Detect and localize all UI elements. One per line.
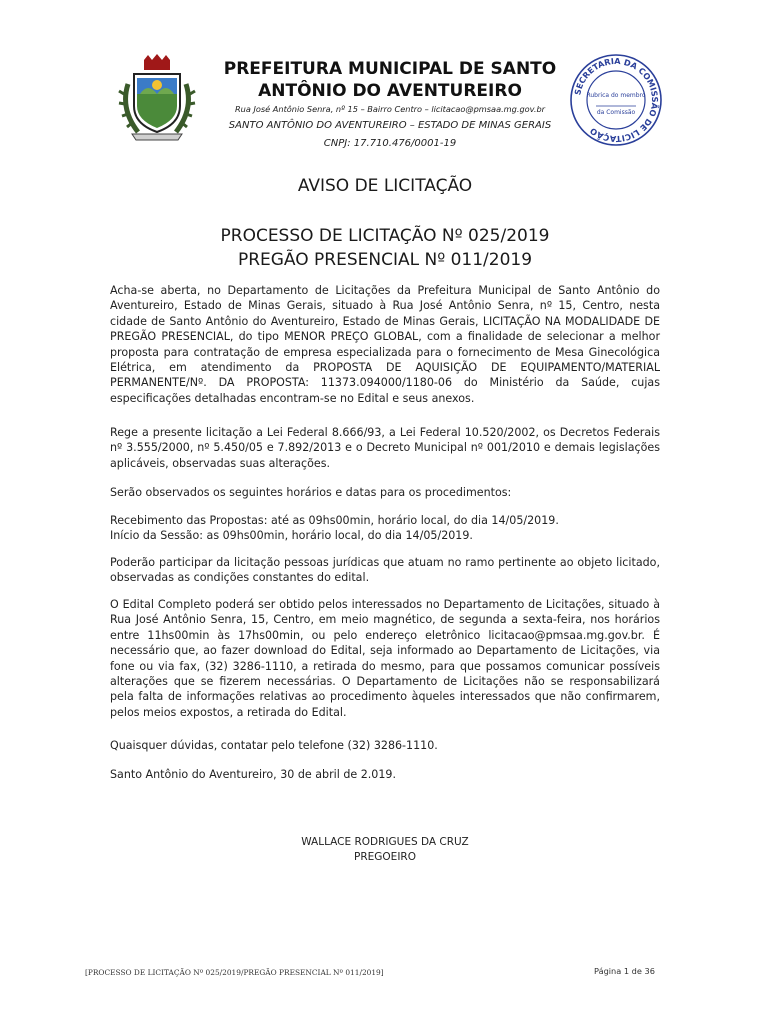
paragraph-participation: Poderão participar da licitação pessoas jurídicas que atuam no ramo pertinente ao objeto licitado, observadas as condições constantes do edital. [110, 556, 660, 585]
paragraph-opening: Acha-se aberta, no Departamento de Licitações da Prefeitura Municipal de Santo Antônio do Aventureiro, Estado de Minas Gerais, situado à Rua José Antônio Senra, nº 15, Centro, nesta cidade de Santo Antônio do Aventureiro, Estado de Minas Gerais, LICITAÇÃO NA MODALIDADE DE PREGÃO PRESENCIAL, do tipo MENOR PREÇO GLOBAL, com a finalidade de selecionar a melhor proposta para contratação de empresa especializada para o fornecimento de Mesa Ginecológica Elétrica, em atendimento da PROPOSTA DE AQUISIÇÃO DE EQUIPAMENTO/MATERIAL PERMANENTE/Nº. DA PROPOSTA: 11373.094000/1180-06 do Ministério da Saúde, cujas especificações detalhadas encontram-se no Edital e seus anexos. [110, 284, 660, 405]
stamp-ring-text: SECRETARIA DA COMISSÃO DE LICITAÇÃO [572, 55, 661, 145]
signature-role: PREGOEIRO [354, 851, 416, 863]
paragraph-schedule-intro: Serão observados os seguintes horários e datas para os procedimentos: [110, 486, 512, 499]
paragraph-legislation: Rege a presente licitação a Lei Federal 8.666/93, a Lei Federal 10.520/2002, os Decretos Federais nº 3.555/2000, nº 5.450/05 e 7.892/2013 e o Decreto Municipal nº 001/2010 e demais legislações aplicáveis, observadas suas alterações. [110, 426, 660, 470]
signature-name: WALLACE RODRIGUES DA CRUZ [301, 836, 469, 848]
paragraph-contact: Quaisquer dúvidas, contatar pelo telefone (32) 3286-1110. [110, 739, 438, 752]
coat-of-arms-icon [118, 54, 196, 142]
commission-stamp [568, 52, 664, 148]
header-title-line1: PREFEITURA MUNICIPAL DE SANTO [223, 59, 557, 79]
paragraph-edital: O Edital Completo poderá ser obtido pelos interessados no Departamento de Licitações, situado à Rua José Antônio Senra, 15, Centro, em meio magnético, de segunda a sexta-feira, nos horários entre 11hs00min às 17hs00min, ou pelo endereço eletrônico licitacao@pmsaa.mg.gov.br. É necessário que, ao fazer download do Edital, seja informado ao Departamento de Licitações, via fone ou via fax, (32) 3286-1110, a retirada do mesmo, para que possamos comunicar possíveis alterações que se fizerem necessárias. O Departamento de Licitações não se responsabilizará pela falta de informações relativas ao procedimento àqueles interessados que não confirmarem, pelos meios expostos, a retirada do Edital. [110, 598, 660, 719]
footer-reference: [PROCESSO DE LICITAÇÃO Nº 025/2019/PREGÃO PRESENCIAL Nº 011/2019] [85, 968, 384, 977]
stamp-center-text-1: Rubrica do membro [586, 92, 646, 99]
schedule-session: Início da Sessão: as 09hs00min, horário local, do dia 14/05/2019. [110, 529, 473, 543]
header-state: SANTO ANTÔNIO DO AVENTUREIRO – ESTADO DE MINAS GERAIS [228, 120, 552, 131]
schedule-proposals: Recebimento das Propostas: até as 09hs00min, horário local, do dia 14/05/2019. [110, 514, 559, 527]
document-title: AVISO DE LICITAÇÃO [297, 176, 473, 196]
pregao-number: PREGÃO PRESENCIAL Nº 011/2019 [237, 250, 533, 270]
header-cnpj: CNPJ: 17.710.476/0001-19 [323, 138, 457, 149]
paragraph-date-place: Santo Antônio do Aventureiro, 30 de abril de 2.019. [110, 768, 397, 781]
header-title [205, 58, 575, 102]
page-number: Página 1 de 36 [594, 966, 655, 976]
stamp-center-text-2: da Comissão [596, 109, 636, 116]
header-title-line2: ANTÔNIO DO AVENTUREIRO [258, 81, 522, 101]
header-address: Rua José Antônio Senra, nº 15 – Bairro Centro – licitacao@pmsaa.mg.gov.br [234, 104, 546, 114]
process-number: PROCESSO DE LICITAÇÃO Nº 025/2019 [220, 226, 550, 246]
schedule-list [110, 513, 660, 544]
